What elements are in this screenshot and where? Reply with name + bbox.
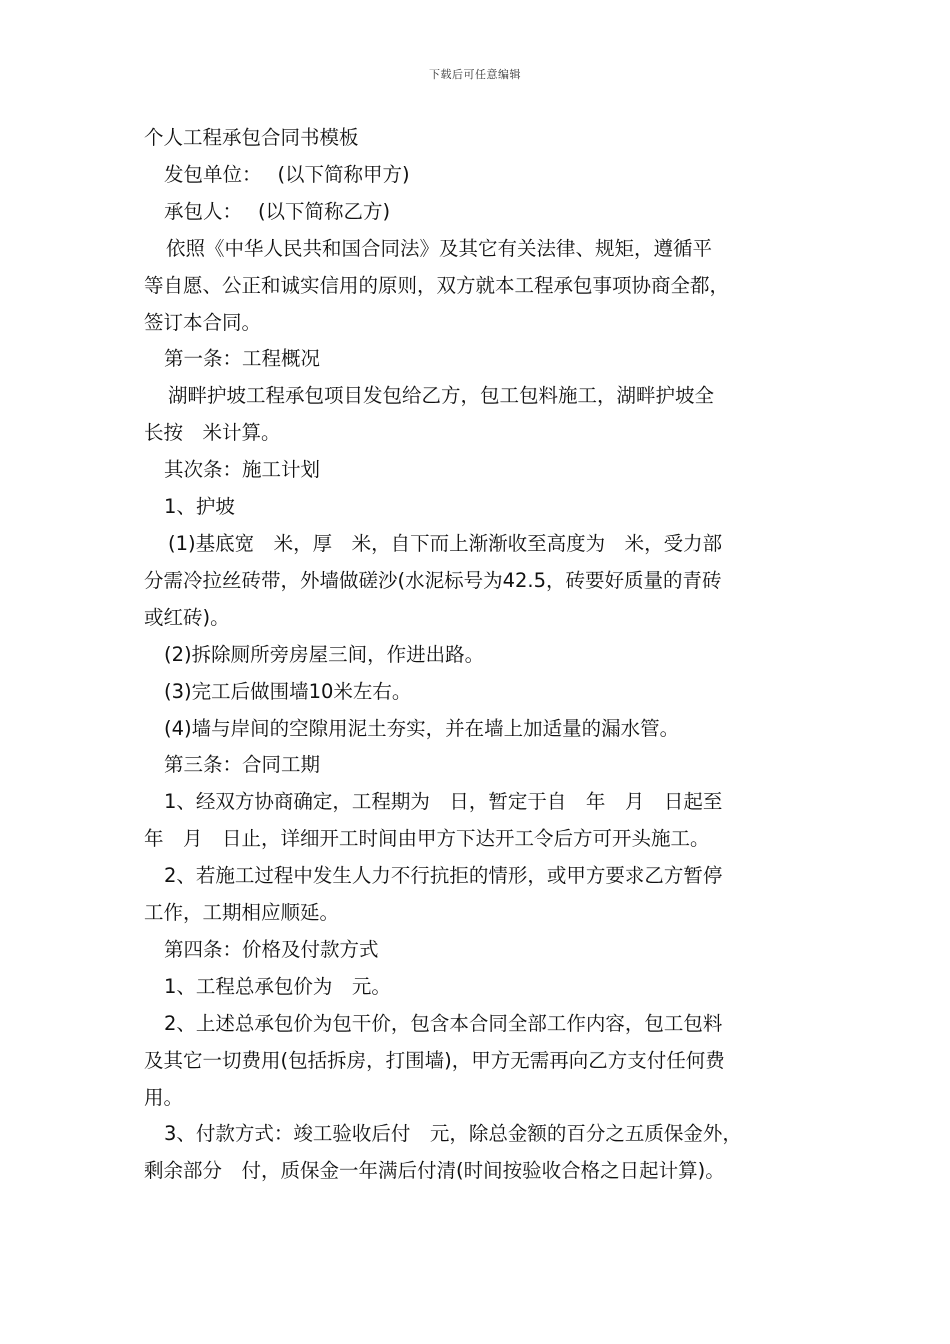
paragraph-line: (3)完工后做围墙10米左右。 xyxy=(164,679,412,703)
section-heading: 其次条：施工计划 xyxy=(164,458,321,482)
section-heading: 第三条：合同工期 xyxy=(164,753,321,777)
paragraph-line: 签订本合同。 xyxy=(144,310,262,334)
document-body xyxy=(144,120,810,1190)
paragraph-line: (1)基底宽 米，厚 米，自下而上渐渐收至高度为 米，受力部 xyxy=(168,531,723,555)
paragraph-line: 3、付款方式：竣工验收后付 元，除总金额的百分之五质保金外， xyxy=(164,1122,742,1146)
paragraph-line: (2)拆除厕所旁房屋三间，作进出路。 xyxy=(164,642,485,666)
paragraph-line: 分需冷拉丝砖带，外墙做磋沙(水泥标号为42.5，砖要好质量的青砖 xyxy=(144,568,722,592)
paragraph-line: 2、若施工过程中发生人力不行抗拒的情形，或甲方要求乙方暂停 xyxy=(164,864,723,888)
subsection-heading: 1、护坡 xyxy=(164,495,235,519)
party-a-line: 发包单位： (以下简称甲方) xyxy=(164,162,410,186)
paragraph-line: 或红砖)。 xyxy=(144,605,230,629)
paragraph-line: (4)墙与岸间的空隙用泥土夯实，并在墙上加适量的漏水管。 xyxy=(164,716,680,740)
section-heading: 第四条：价格及付款方式 xyxy=(164,937,379,961)
paragraph-line: 及其它一切费用(包括拆房，打围墙)，甲方无需再向乙方支付任何费 xyxy=(144,1048,725,1072)
paragraph-line: 1、工程总承包价为 元。 xyxy=(164,974,391,998)
paragraph-line: 等自愿、公正和诚实信用的原则，双方就本工程承包事项协商全都， xyxy=(144,273,730,297)
paragraph-line: 1、经双方协商确定，工程期为 日，暂定于自 年 月 日起至 xyxy=(164,790,723,814)
paragraph-line: 2、上述总承包价为包干价，包含本合同全部工作内容，包工包料 xyxy=(164,1011,723,1035)
paragraph-line: 剩余部分 付，质保金一年满后付清(时间按验收合格之日起计算)。 xyxy=(144,1159,725,1183)
document-title: 个人工程承包合同书模板 xyxy=(144,126,359,149)
paragraph-line: 依照《中华人民共和国合同法》及其它有关法律、规矩，遵循平 xyxy=(166,236,713,260)
page-header: 下载后可任意编辑 xyxy=(429,68,521,81)
party-b-line: 承包人： (以下简称乙方) xyxy=(164,199,391,223)
paragraph-line: 工作，工期相应顺延。 xyxy=(144,901,340,925)
paragraph-line: 用。 xyxy=(144,1085,184,1109)
paragraph-line: 年 月 日止，详细开工时间由甲方下达开工令后方可开头施工。 xyxy=(144,827,710,851)
section-heading: 第一条：工程概况 xyxy=(164,347,321,371)
paragraph-line: 长按 米计算。 xyxy=(144,421,281,445)
paragraph-line: 湖畔护坡工程承包项目发包给乙方，包工包料施工，湖畔护坡全 xyxy=(168,384,715,408)
